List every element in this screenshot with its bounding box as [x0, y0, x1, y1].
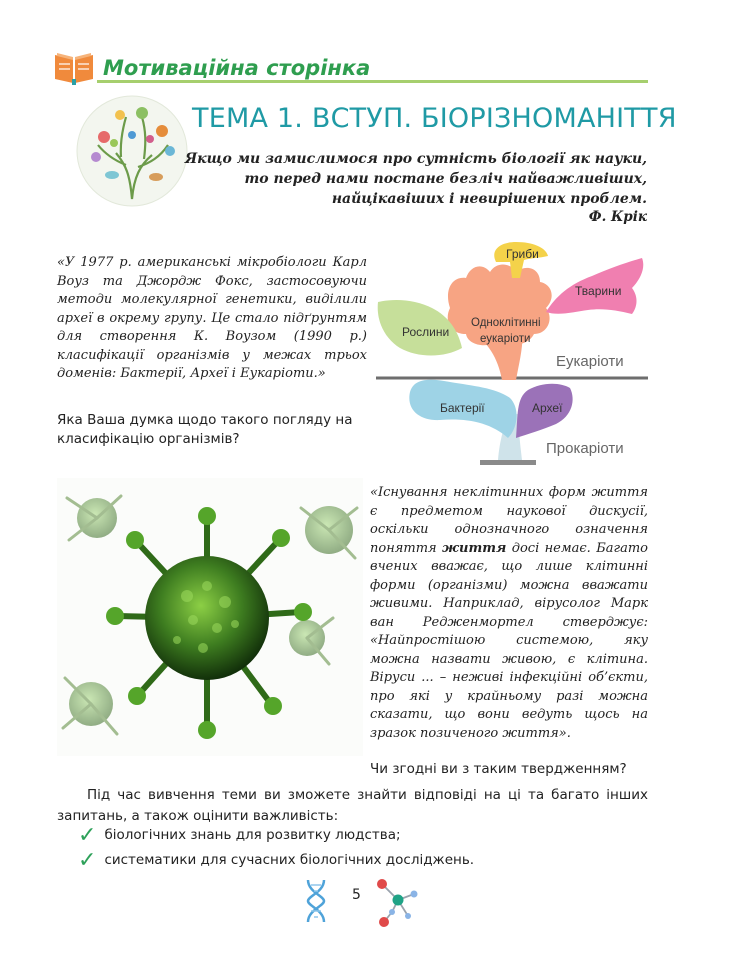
label-bacteria: Бактерії — [440, 401, 485, 415]
molecule-icon — [372, 876, 420, 928]
domains-tree-diagram — [370, 238, 650, 470]
checkmark-icon: ✓ — [78, 848, 97, 873]
quote2-part2: досі немає. Багато вчених вважає, що лише клітинні форми (організми) можна вважати живими. Наприклад, вірусолог Марк ван Редженмортел стверджує: «Найпростішою системою, яку можна назвати живою, є клітина. Віруси ... – неживі інфекційні об’єкти, про які у крайньому разі можна сказати, що вони ведуть щось на зразок позиченого життя». — [370, 540, 648, 741]
bullet-text: систематики для сучасних біологічних досліджень. — [104, 852, 475, 868]
label-animals: Тварини — [575, 284, 622, 298]
question-classification: Яка Ваша думка щодо такого погляду на класифікацію організмів? — [57, 412, 353, 447]
epigraph-line: Якщо ми замислимося про сутність біології як науки, — [184, 151, 647, 167]
quote2-bold-word: життя — [442, 540, 507, 556]
epigraph-author: Ф. Крік — [588, 209, 647, 225]
label-archaea: Археї — [532, 401, 563, 415]
label-fungi: Гриби — [506, 247, 539, 261]
virus-illustration — [57, 478, 363, 756]
epigraph-line: то перед нами постане безліч найважливіших, — [244, 171, 647, 187]
page-number: 5 — [352, 887, 361, 903]
quote-vanregenmortel — [370, 484, 648, 743]
quote2-part1: «Існування неклітинних форм життя є предметом наукової дискусії, оскільки однозначного означення поняття — [370, 485, 648, 556]
topic-title: ТЕМА 1. ВСТУП. БІОРІЗНОМАНІТТЯ — [192, 103, 677, 134]
epigraph-line: найцікавіших і невирішених проблем. — [331, 191, 647, 207]
label-eukaryotes: Еукаріоти — [556, 353, 624, 370]
dna-icon — [305, 878, 327, 924]
bullet-text: біологічних знань для розвитку людства; — [104, 827, 401, 843]
header-divider — [97, 80, 648, 83]
label-protists-line1: Одноклітинні — [471, 317, 541, 329]
bullet-item — [78, 823, 401, 848]
quote-woese: «У 1977 р. американські мікробіологи Карл Воуз та Джордж Фокс, застосовуючи методи молекулярної генетики, виділили археї в окрему групу. Це стало підґрунтям для створення К. Воузом (1990 р.) класифікації організмів у межах трьох доменів: Бактерії, Археї і Еукаріоти.» — [57, 255, 367, 381]
question-agreement: Чи згодні ви з таким твердженням? — [370, 761, 627, 777]
tree-base — [480, 460, 536, 465]
tree-of-life-emblem — [76, 95, 188, 207]
checkmark-icon: ✓ — [78, 823, 97, 848]
section-label: Мотиваційна сторінка — [103, 56, 371, 80]
topic-intro: Під час вивчення теми ви зможете знайти відповіді на ці та багато інших запитань, а також оцінити важливість: — [57, 787, 648, 824]
book-icon — [53, 49, 95, 85]
label-plants: Рослини — [402, 325, 450, 339]
bullet-item — [78, 848, 474, 873]
label-prokaryotes: Прокаріоти — [546, 440, 624, 457]
epigraph — [177, 149, 647, 209]
label-protists-line2: еукаріоти — [480, 333, 531, 345]
